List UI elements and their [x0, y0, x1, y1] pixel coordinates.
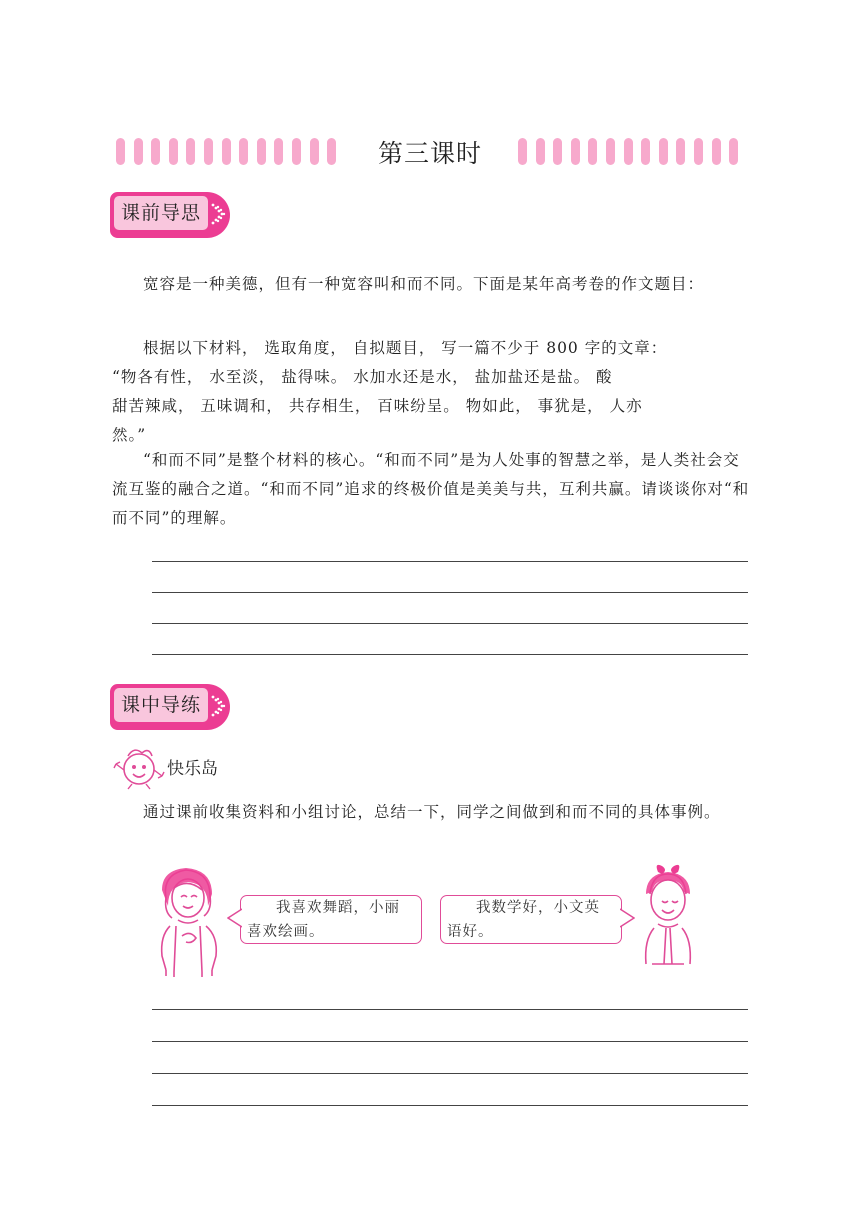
badge-label: 课前导思: [120, 202, 201, 224]
quote-line: 然。”: [112, 426, 147, 444]
title-decoration-bar: [694, 138, 703, 165]
happy-island-label: 快乐岛: [167, 759, 218, 779]
title-decoration-bar: [518, 138, 527, 165]
answer-line[interactable]: [152, 623, 748, 624]
answer-line[interactable]: [152, 1009, 748, 1010]
double-chevron-icon: [210, 202, 228, 228]
title-decoration-bar: [624, 138, 633, 165]
mascot-icon: [112, 744, 166, 790]
section-badge-preview: [110, 192, 230, 238]
title-decoration-bar: [169, 138, 178, 165]
title-decoration-bar: [536, 138, 545, 165]
intro-paragraph: 宽容是一种美德，但有一种宽容叫和而不同。下面是某年高考卷的作文题目：: [143, 275, 705, 293]
section-badge-practice: [110, 684, 230, 730]
answer-line[interactable]: [152, 654, 748, 655]
quote-paragraph: [112, 334, 752, 450]
title-decoration-bar: [292, 138, 301, 165]
title-decoration-bar: [327, 138, 336, 165]
title-decoration-bar: [553, 138, 562, 165]
title-decoration-bar: [134, 138, 143, 165]
girl-left-illustration: [152, 866, 232, 978]
bubble-text: 我数学好，小文英语好。: [447, 900, 600, 940]
title-decoration-bar: [659, 138, 668, 165]
title-decoration-bar: [676, 138, 685, 165]
title-decoration-bar: [310, 138, 319, 165]
lesson-title: 第三课时: [377, 139, 482, 168]
answer-line[interactable]: [152, 1073, 748, 1074]
speech-bubble-right: [440, 895, 622, 944]
practice-prompt: 通过课前收集资料和小组讨论，总结一下，同学之间做到和而不同的具体事例。: [143, 803, 721, 821]
core-paragraph: “和而不同”是整个材料的核心。“和而不同”是为人处事的智慧之举，是人类社会交流互鉴的融合之道。“和而不同”追求的终极价值是美美与共，互利共赢。请谈谈你对“和而不同”的理解。: [112, 451, 750, 527]
quote-line: “物各有性， 水至淡， 盐得味。 水加水还是水， 盐加盐还是盐。 酸: [112, 368, 613, 386]
badge-label: 课中导练: [120, 694, 201, 716]
title-decoration-bar: [186, 138, 195, 165]
title-decoration-bar: [222, 138, 231, 165]
speech-bubble-left: [240, 895, 422, 944]
title-decoration-bar: [729, 138, 738, 165]
title-decoration-bar: [571, 138, 580, 165]
title-decoration-bar: [712, 138, 721, 165]
title-decoration-bar: [274, 138, 283, 165]
title-decoration-bar: [239, 138, 248, 165]
title-decoration-bar: [204, 138, 213, 165]
double-chevron-icon: [210, 694, 228, 720]
bubble-tail-left: [227, 908, 242, 928]
title-decoration-bar: [606, 138, 615, 165]
quote-line: 甜苦辣咸， 五味调和， 共存相生， 百味纷呈。 物如此， 事犹是， 人亦: [112, 397, 643, 415]
answer-line[interactable]: [152, 561, 748, 562]
title-decoration-bar: [641, 138, 650, 165]
title-decoration-bar: [257, 138, 266, 165]
answer-line[interactable]: [152, 592, 748, 593]
quote-line: 根据以下材料， 选取角度， 自拟题目， 写一篇不少于 800 字的文章：: [143, 339, 668, 357]
bubble-text: 我喜欢舞蹈，小丽喜欢绘画。: [247, 900, 400, 940]
title-decoration-bar: [151, 138, 160, 165]
title-decoration-bar: [116, 138, 125, 165]
title-decoration-bar: [588, 138, 597, 165]
girl-right-illustration: [632, 864, 704, 970]
answer-line[interactable]: [152, 1041, 748, 1042]
answer-line[interactable]: [152, 1105, 748, 1106]
